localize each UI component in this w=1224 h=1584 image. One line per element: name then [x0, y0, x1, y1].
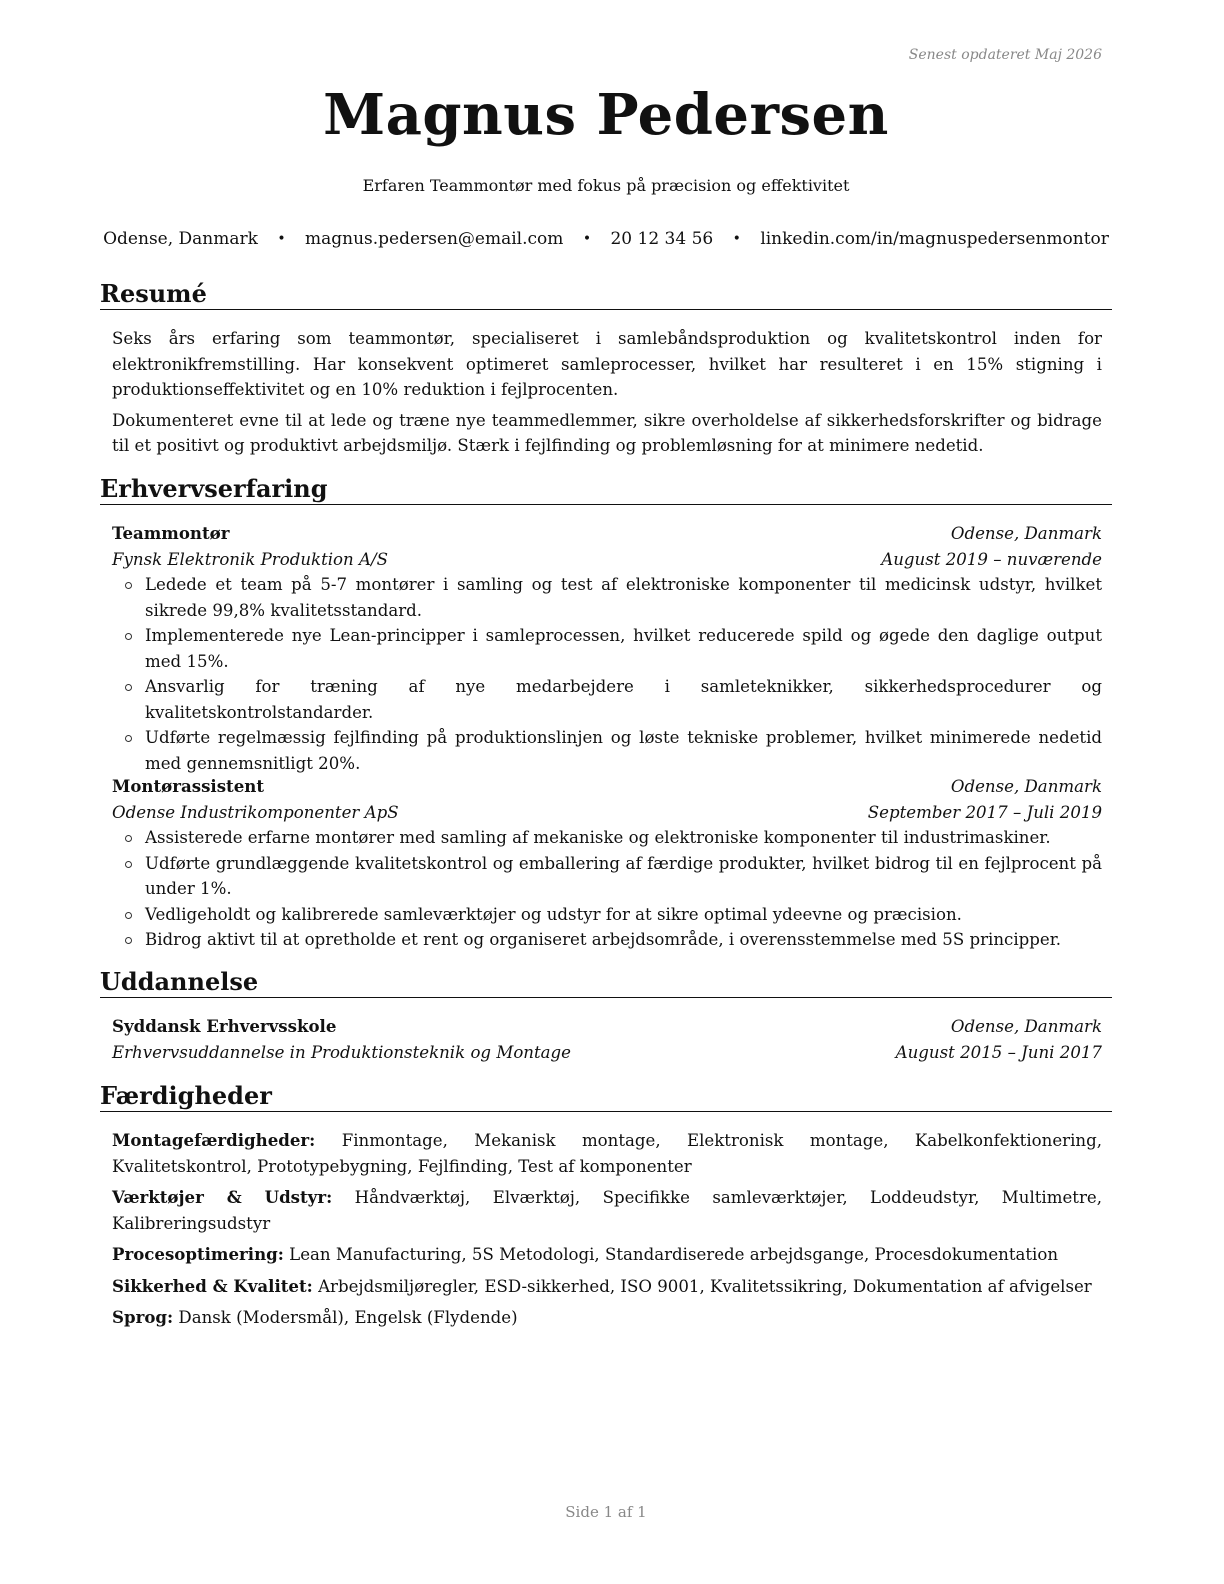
- summary-paragraph: Dokumenteret evne til at lede og træne nye teammedlemmer, sikre overholdelse af sikkerhedsforskrifter og bidrage til et positivt og produktivt arbejdsmiljø. Stærk i fejlfinding og problemløsning for at minimere nedetid.: [112, 410, 1102, 455]
- job-dates: September 2017 – Juli 2019: [867, 802, 1102, 822]
- skill-label: Montagefærdigheder:: [112, 1130, 316, 1150]
- contact-linkedin[interactable]: linkedin.com/in/magnuspedersenmontor: [760, 229, 1109, 249]
- experience-entry: [112, 774, 1102, 953]
- section-title-summary: Resumé: [100, 279, 1112, 310]
- skill-text: Lean Manufacturing, 5S Metodologi, Standardiserede arbejdsgange, Procesdokumentation: [289, 1245, 1059, 1264]
- list-item: Ansvarlig for træning af nye medarbejdere i samleteknikker, sikkerhedsprocedurer og kvalitetskontrolstandarder.: [112, 674, 1102, 725]
- last-updated: Senest opdateret Maj 2026: [908, 47, 1102, 63]
- entry-subheader-row: [112, 800, 1102, 826]
- skill-label: Procesoptimering:: [112, 1244, 284, 1264]
- degree-name: Erhvervsuddannelse in Produktionsteknik og Montage: [112, 1042, 572, 1062]
- entry-subheader-row: [112, 1040, 1102, 1066]
- page-number: Side 1 af 1: [565, 1503, 647, 1521]
- skill-label: Sikkerhed & Kvalitet:: [112, 1275, 313, 1296]
- contact-line: [100, 229, 1112, 249]
- experience-entry: [112, 521, 1102, 776]
- job-location: Odense, Danmark: [950, 777, 1102, 796]
- list-item: Ledede et team på 5-7 montører i samling og test af elektroniske komponenter til medicinsk udstyr, hvilket sikrede 99,8% kvalitetsstandard.: [112, 572, 1102, 623]
- skill-line: [112, 1185, 1102, 1236]
- section-title-skills: Færdigheder: [100, 1081, 1112, 1112]
- list-item: Udførte regelmæssig fejlfinding på produktionslinjen og løste tekniske problemer, hvilket minimerede nedetid med gennemsnitligt 20%.: [112, 725, 1102, 776]
- education-entry: [112, 1014, 1102, 1065]
- list-item: Assisterede erfarne montører med samling af mekaniske og elektroniske komponenter til industrimaskiner.: [112, 825, 1102, 851]
- entry-header-row: [112, 1014, 1102, 1040]
- resume-page: [100, 0, 1112, 1584]
- skill-label: Værktøjer & Udstyr:: [112, 1187, 333, 1207]
- skill-line: [112, 1128, 1102, 1179]
- skills-block: [112, 1128, 1102, 1337]
- job-bullets: [112, 825, 1102, 953]
- skill-line: [112, 1274, 1102, 1300]
- job-title: Montørassistent: [112, 776, 265, 796]
- skill-text: Finmontage, Mekanisk montage, Elektronisk montage, Kabelkonfektionering, Kvalitetskontrol, Prototypebygning, Fejlfinding, Test af komponenter: [112, 1131, 1102, 1176]
- company-name: Odense Industrikomponenter ApS: [112, 802, 399, 822]
- skill-line: [112, 1305, 1102, 1331]
- entry-header-row: [112, 521, 1102, 547]
- bullet-separator-icon: •: [732, 231, 741, 247]
- education-dates: August 2015 – Juni 2017: [895, 1042, 1102, 1062]
- tagline: Erfaren Teammontør med fokus på præcision og effektivitet: [362, 176, 850, 195]
- job-dates: August 2019 – nuværende: [881, 549, 1102, 569]
- job-title: Teammontør: [112, 523, 230, 543]
- list-item: Bidrog aktivt til at opretholde et rent og organiseret arbejdsområde, i overensstemmelse med 5S principper.: [112, 927, 1102, 953]
- company-name: Fynsk Elektronik Produktion A/S: [112, 549, 388, 569]
- contact-phone[interactable]: 20 12 34 56: [610, 229, 714, 249]
- list-item: Implementerede nye Lean-principper i samleprocessen, hvilket reducerede spild og øgede den daglige output med 15%.: [112, 623, 1102, 674]
- school-location: Odense, Danmark: [950, 1017, 1102, 1036]
- skill-line: [112, 1242, 1102, 1268]
- job-bullets: [112, 572, 1102, 776]
- skill-text: Dansk (Modersmål), Engelsk (Flydende): [178, 1308, 518, 1327]
- bullet-separator-icon: •: [582, 231, 592, 247]
- summary-paragraph: Seks års erfaring som teammontør, specialiseret i samlebåndsproduktion og kvalitetskontrol inden for elektronikfremstilling. Har konsekvent optimeret samleprocesser, hvilket har resulteret i en 15% stigning i produktionseffektivitet og en 10% reduktion i fejlprocenten.: [112, 329, 1102, 399]
- summary-block: [112, 326, 1102, 464]
- candidate-name: Magnus Pedersen: [323, 82, 889, 148]
- skill-text: Arbejdsmiljøregler, ESD-sikkerhed, ISO 9001, Kvalitetssikring, Dokumentation af afvigelser: [318, 1276, 1092, 1296]
- section-title-education: Uddannelse: [100, 967, 1112, 998]
- list-item: Udførte grundlæggende kvalitetskontrol og emballering af færdige produkter, hvilket bidrog til en fejlprocent på under 1%.: [112, 851, 1102, 902]
- contact-location: Odense, Danmark: [103, 229, 258, 249]
- entry-header-row: [112, 774, 1102, 800]
- job-location: Odense, Danmark: [950, 524, 1102, 543]
- list-item: Vedligeholdt og kalibrerede samleværktøjer og udstyr for at sikre optimal ydeevne og præcision.: [112, 902, 1102, 928]
- school-name: Syddansk Erhvervsskole: [112, 1016, 337, 1036]
- skill-label: Sprog:: [112, 1307, 174, 1327]
- section-title-experience: Erhvervserfaring: [100, 474, 1112, 505]
- skill-text: Håndværktøj, Elværktøj, Specifikke samleværktøjer, Loddeudstyr, Multimetre, Kalibreringsudstyr: [112, 1188, 1102, 1233]
- contact-email[interactable]: magnus.pedersen@email.com: [305, 229, 564, 249]
- entry-subheader-row: [112, 547, 1102, 573]
- bullet-separator-icon: •: [277, 231, 286, 247]
